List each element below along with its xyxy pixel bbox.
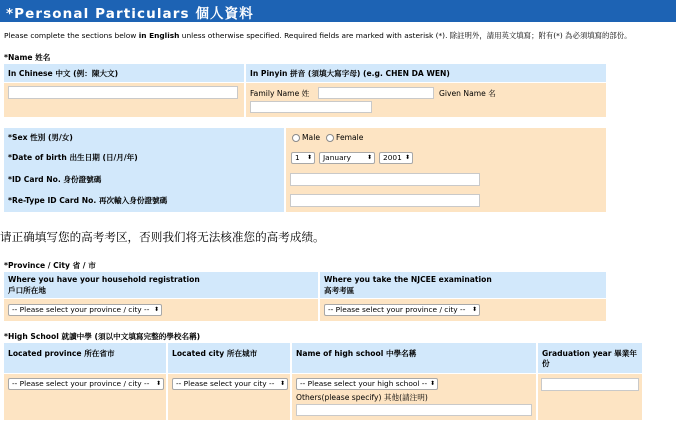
section-title: *Personal Particulars 個人資料	[6, 6, 254, 22]
female-radio[interactable]	[326, 134, 334, 142]
exam-header-en: Where you take the NJCEE examination	[324, 275, 492, 284]
exam-chevron-icon: ⬍	[471, 306, 477, 313]
family-name-input[interactable]	[318, 87, 434, 99]
hs-province-value: -- Please select your province / city --	[12, 379, 150, 388]
hs-province-chevron-icon: ⬍	[155, 380, 161, 387]
household-header-zh: 戶口所在地	[8, 286, 46, 295]
high-school-section-label: *High School 就讀中學 (須以中文填寫完整的學校名稱)	[4, 332, 201, 341]
dob-month-select[interactable]	[319, 152, 375, 164]
hs-city-select[interactable]	[172, 378, 288, 390]
hs-province-select[interactable]	[8, 378, 164, 390]
col-grad-header-zh: 份	[542, 359, 550, 368]
section-title-bar	[0, 0, 676, 22]
intro-bold: in English	[138, 31, 180, 40]
dob-year-chevron-icon: ⬍	[404, 154, 410, 161]
household-header-en: Where you have your household registration	[8, 275, 200, 284]
exam-header-zh: 高考考區	[324, 286, 355, 295]
province-section-label: *Province / City 省 / 市	[4, 261, 96, 270]
exam-region-notice: 请正确填写您的高考考区，否则我们将无法核准您的高考成绩。	[0, 230, 325, 244]
id-card-label: *ID Card No. 身份證號碼	[8, 175, 102, 184]
family-name-label: Family Name 姓	[250, 89, 310, 98]
chinese-header: In Chinese 中文 (例：陳大文)	[8, 69, 119, 78]
female-label: Female	[336, 133, 364, 142]
male-radio[interactable]	[292, 134, 300, 142]
id-card-retype-input[interactable]	[290, 194, 480, 207]
household-province-value: -- Please select your province / city --	[12, 305, 150, 314]
pinyin-header: In Pinyin 拼音 (須填大寫字母) (e.g. CHEN DA WEN)	[250, 69, 450, 78]
dob-day-chevron-icon: ⬍	[306, 154, 312, 161]
exam-province-value: -- Please select your province / city --	[328, 305, 466, 314]
household-chevron-icon: ⬍	[153, 306, 159, 313]
intro-text	[4, 31, 632, 41]
others-label: Others(please specify) 其他(請注明)	[296, 393, 428, 402]
col-name-header: Name of high school 中學名稱	[296, 349, 417, 358]
intro-suffix: unless otherwise specified. Required fields are marked with asterisk (*). 除註明外，請用英文填寫；附有(*) 為必須填寫的部份。	[179, 31, 632, 40]
id-card-input[interactable]	[290, 173, 480, 186]
hs-city-value: -- Please select your city --	[176, 379, 275, 388]
id-card-retype-label: *Re-Type ID Card No. 再次輸入身份證號碼	[8, 196, 168, 205]
dob-year-value: 2001	[383, 153, 402, 162]
male-label: Male	[302, 133, 320, 142]
hs-school-value: -- Please select your high school --	[300, 379, 428, 388]
household-province-select[interactable]	[8, 304, 162, 316]
dob-year-select[interactable]	[379, 152, 413, 164]
hs-city-chevron-icon: ⬍	[279, 380, 285, 387]
chinese-name-input[interactable]	[8, 86, 238, 99]
hs-school-select[interactable]	[296, 378, 438, 390]
dob-day-select[interactable]	[291, 152, 315, 164]
hs-school-chevron-icon: ⬍	[429, 380, 435, 387]
col-city-header: Located city 所在城市	[172, 349, 258, 358]
dob-day-value: 1	[295, 153, 300, 162]
graduation-year-input[interactable]	[541, 378, 639, 391]
others-input[interactable]	[296, 404, 532, 416]
col-grad-header-en: Graduation year 畢業年	[542, 349, 637, 358]
col-province-header: Located province 所在省市	[8, 349, 115, 358]
given-name-input[interactable]	[250, 101, 372, 113]
dob-month-value: January	[323, 153, 352, 162]
dob-label: *Date of birth 出生日期 (日/月/年)	[8, 153, 138, 162]
given-name-label: Given Name 名	[439, 89, 496, 98]
name-section-label: *Name 姓名	[4, 53, 51, 62]
sex-label: *Sex 性別 (男/女)	[8, 133, 73, 142]
intro-prefix: Please complete the sections below	[4, 31, 139, 40]
dob-month-chevron-icon: ⬍	[366, 154, 372, 161]
exam-province-select[interactable]	[324, 304, 480, 316]
